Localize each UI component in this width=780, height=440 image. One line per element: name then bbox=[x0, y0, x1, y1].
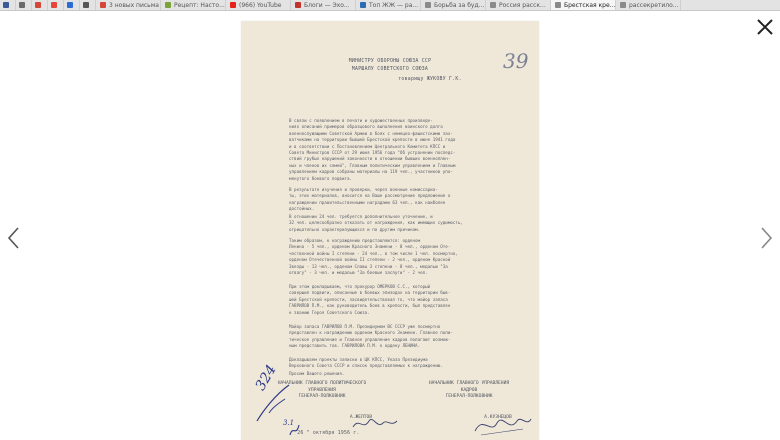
addressee-line-2: МАРШАЛУ СОВЕТСКОГО СОЮЗА bbox=[351, 67, 429, 72]
page-icon bbox=[555, 2, 561, 8]
signature-right-name: А.КУЗНЕЦОВ bbox=[484, 414, 512, 420]
paragraph-line: Ленина - 5 чел., орденом Красного Знамени - 8 чел., орденом Оте- bbox=[289, 244, 451, 250]
signature-right-ink bbox=[473, 413, 533, 439]
document-paragraph bbox=[289, 238, 511, 276]
browser-tab[interactable] bbox=[356, 0, 421, 10]
browser-tab[interactable] bbox=[48, 0, 64, 10]
paragraph-line: ных и членов их семей", Главным политическим управлением и Главным bbox=[289, 162, 456, 168]
handwritten-resolution bbox=[249, 351, 309, 431]
paragraph-line: ниях описаний примеров образцового выполнения воинского долга bbox=[289, 124, 443, 130]
browser-tab-label: 3 новых письма bbox=[109, 1, 159, 9]
close-button[interactable] bbox=[754, 16, 776, 38]
signature-left-name: А.ЖЕЛТОВ bbox=[349, 414, 373, 420]
youtube-icon bbox=[230, 2, 236, 8]
addressee-line-3: товарищу ЖУКОВУ Г.К. bbox=[398, 77, 462, 82]
browser-tab-label: Борьба за буд... bbox=[434, 1, 485, 9]
document-paragraph bbox=[289, 357, 511, 370]
signature-right-title: НАЧАЛЬНИК ГЛАВНОГО УПРАВЛЕНИЯ bbox=[428, 381, 510, 386]
page-icon bbox=[490, 2, 496, 8]
gmail-icon bbox=[35, 2, 41, 8]
paragraph-line: ным представить тов. ГАВРИЛОВА П.М. к ордену ЛЕНИНА. bbox=[289, 343, 421, 349]
paragraph-line: шей Брестской крепости, засвидетельствовал то, что майор запаса bbox=[289, 296, 448, 302]
browser-tab-bar bbox=[0, 0, 780, 11]
browser-tab[interactable] bbox=[0, 0, 16, 10]
browser-tab-label: Брестская кре... bbox=[564, 1, 616, 9]
chevron-left-icon bbox=[6, 226, 22, 250]
paragraph-line: ствий грубых нарушений законности в отношении бывших военноплен- bbox=[289, 156, 451, 162]
handwritten-number: 324 bbox=[252, 362, 280, 394]
signature-left-title: НАЧАЛЬНИК ГЛАВНОГО ПОЛИТИЧЕСКОГО bbox=[277, 381, 367, 386]
previous-image-button[interactable] bbox=[6, 226, 22, 250]
document-paragraph bbox=[289, 324, 511, 350]
paragraph-line: военнослужащими Советской Армии в боях с немецко-фашистскими зах- bbox=[289, 130, 453, 136]
browser-tab-label: рассекретило... bbox=[629, 1, 679, 9]
document-paragraph bbox=[289, 187, 511, 213]
next-image-button[interactable] bbox=[758, 226, 774, 250]
page-icon bbox=[620, 2, 626, 8]
document-date: " 26 " октября 1956 г. bbox=[291, 430, 360, 436]
grid-icon bbox=[19, 2, 25, 8]
paragraph-line: чественной войны I степени - 24 чел., в том числе 1 чел. посмертно, bbox=[289, 250, 458, 256]
paragraph-line: награждении правительственными наградами 63 чел., как наиболее bbox=[289, 199, 446, 205]
echo-icon bbox=[295, 2, 301, 8]
paragraph-line: управлением кадров собраны материалы на 119 чел., участников упо- bbox=[289, 169, 453, 175]
handwritten-note: 3.1 bbox=[283, 419, 295, 427]
signature-left-rank: ГЕНЕРАЛ-ПОЛКОВНИК bbox=[298, 394, 346, 400]
browser-tab-label: Рецепт: Насто... bbox=[174, 1, 225, 9]
paragraph-line: и в соответствии с Постановлением Центрального Комитета КПСС и bbox=[289, 143, 446, 149]
page-icon bbox=[425, 2, 431, 8]
browser-tab-label: Россия расск... bbox=[499, 1, 546, 9]
paragraph-line: Совета Министров СССР от 29 июня 1956 года "Об устранении последс- bbox=[289, 150, 456, 156]
document-paragraph bbox=[289, 284, 511, 316]
browser-tab[interactable] bbox=[291, 0, 356, 10]
paragraph-line: к званию Героя Советского Союза. bbox=[289, 309, 370, 315]
browser-tab[interactable] bbox=[616, 0, 681, 10]
paragraph-line: ГАВРИЛОВ П.М., как руководитель боев в крепости, был представлен bbox=[289, 303, 451, 309]
youtube-icon bbox=[51, 2, 57, 8]
browser-tab[interactable] bbox=[421, 0, 486, 10]
document-paragraph bbox=[289, 371, 511, 377]
browser-tab-label: (966) YouTube bbox=[239, 1, 282, 9]
browser-tab[interactable] bbox=[16, 0, 32, 10]
paragraph-line: Таким образом, к награждению представляются: орденом bbox=[289, 238, 421, 243]
browser-tab[interactable] bbox=[32, 0, 48, 10]
browser-tab[interactable] bbox=[486, 0, 551, 10]
browser-tab[interactable] bbox=[80, 0, 96, 10]
browser-tab[interactable] bbox=[64, 0, 80, 10]
mail-icon bbox=[100, 2, 106, 8]
paragraph-line: ты, этих материалов, вносится на Ваше рассмотрение предложение о bbox=[289, 193, 451, 199]
signature-right-rank: ГЕНЕРАЛ-ПОЛКОВНИК bbox=[445, 394, 493, 400]
signature-left-dept: УПРАВЛЕНИЯ bbox=[308, 387, 336, 393]
paragraph-line: Просим Вашего решения. bbox=[289, 371, 345, 376]
document-paragraph bbox=[289, 214, 511, 233]
paragraph-line: В результате изучения и проверки, через военные комиссариа- bbox=[289, 187, 438, 192]
paragraph-line: Майор запаса ГАВРИЛОВ П.М. Президиумом ВС СССР уже посмертно bbox=[289, 324, 441, 329]
paragraph-line: Докладываем проекты записки в ЦК КПСС, Указа Президиума bbox=[289, 357, 428, 362]
paragraph-line: В отношении 24 чел. требуется дополнительное уточнение, и bbox=[289, 214, 433, 219]
date-ink bbox=[287, 421, 303, 439]
paragraph-line: совершил подвиги, описанные в боевых эпизодах на территории быв- bbox=[289, 290, 451, 296]
paragraph-line: отрицательно характеризующихся и по другим причинам. bbox=[289, 226, 421, 232]
signature-right-dept: КАДРОВ bbox=[460, 387, 478, 393]
browser-tab[interactable] bbox=[161, 0, 226, 10]
paragraph-line: При этом докладываем, что прокурор ОМЕРКОВ С.С., который bbox=[289, 284, 431, 289]
close-icon bbox=[754, 16, 776, 38]
lj-icon bbox=[360, 2, 366, 8]
browser-tab-label: Топ ЖЖ — ра... bbox=[369, 1, 419, 9]
browser-tab[interactable] bbox=[226, 0, 291, 10]
paragraph-line: мянутого боевого подвига. bbox=[289, 175, 353, 181]
browser-tab-label: Блоги — Эхо... bbox=[304, 1, 350, 9]
browser-tab[interactable] bbox=[96, 0, 161, 10]
recipe-icon bbox=[165, 2, 171, 8]
paragraph-line: Верховного Совета СССР и список представляемых к награждению. bbox=[289, 363, 443, 369]
paragraph-line: отвагу" - 3 чел. и медалью "За боевые заслуги" - 2 чел. bbox=[289, 270, 428, 276]
handwritten-page-number: 39 bbox=[503, 49, 529, 73]
paragraph-line: Звезды - 13 чел., орденом Славы 3 степени - 8 чел., медалью "За bbox=[289, 263, 448, 269]
paragraph-line: 32 чел. целесообразно отказать от награждения, как имеющих судимость, bbox=[289, 220, 463, 226]
paragraph-line: орденом Отечественной войны II степени - 2 чел., орденом Красной bbox=[289, 257, 451, 263]
document-paragraph bbox=[289, 118, 511, 182]
paragraph-line: тическое управление и Главное управление кадров полагают возмож- bbox=[289, 336, 451, 342]
bookmark-icon bbox=[3, 2, 9, 8]
paragraph-line: ватчиками на территории бывшей Брестской крепости в июне 1941 года bbox=[289, 137, 456, 143]
chevron-right-icon bbox=[758, 226, 774, 250]
browser-tab[interactable] bbox=[551, 0, 616, 10]
paragraph-line: достойных. bbox=[289, 206, 315, 212]
addressee-line-1: МИНИСТРУ ОБОРОНЫ СОЮЗА ССР bbox=[348, 59, 432, 64]
calendar-icon bbox=[67, 2, 73, 8]
signature-left-ink bbox=[351, 413, 401, 433]
paragraph-line: представлен к награждению орденом Красного Знамени. Главное поли- bbox=[289, 330, 453, 336]
gear-icon bbox=[83, 2, 89, 8]
paragraph-line: В связи с появлением в печати и художественных произведе- bbox=[289, 118, 433, 123]
document-image bbox=[241, 21, 539, 440]
